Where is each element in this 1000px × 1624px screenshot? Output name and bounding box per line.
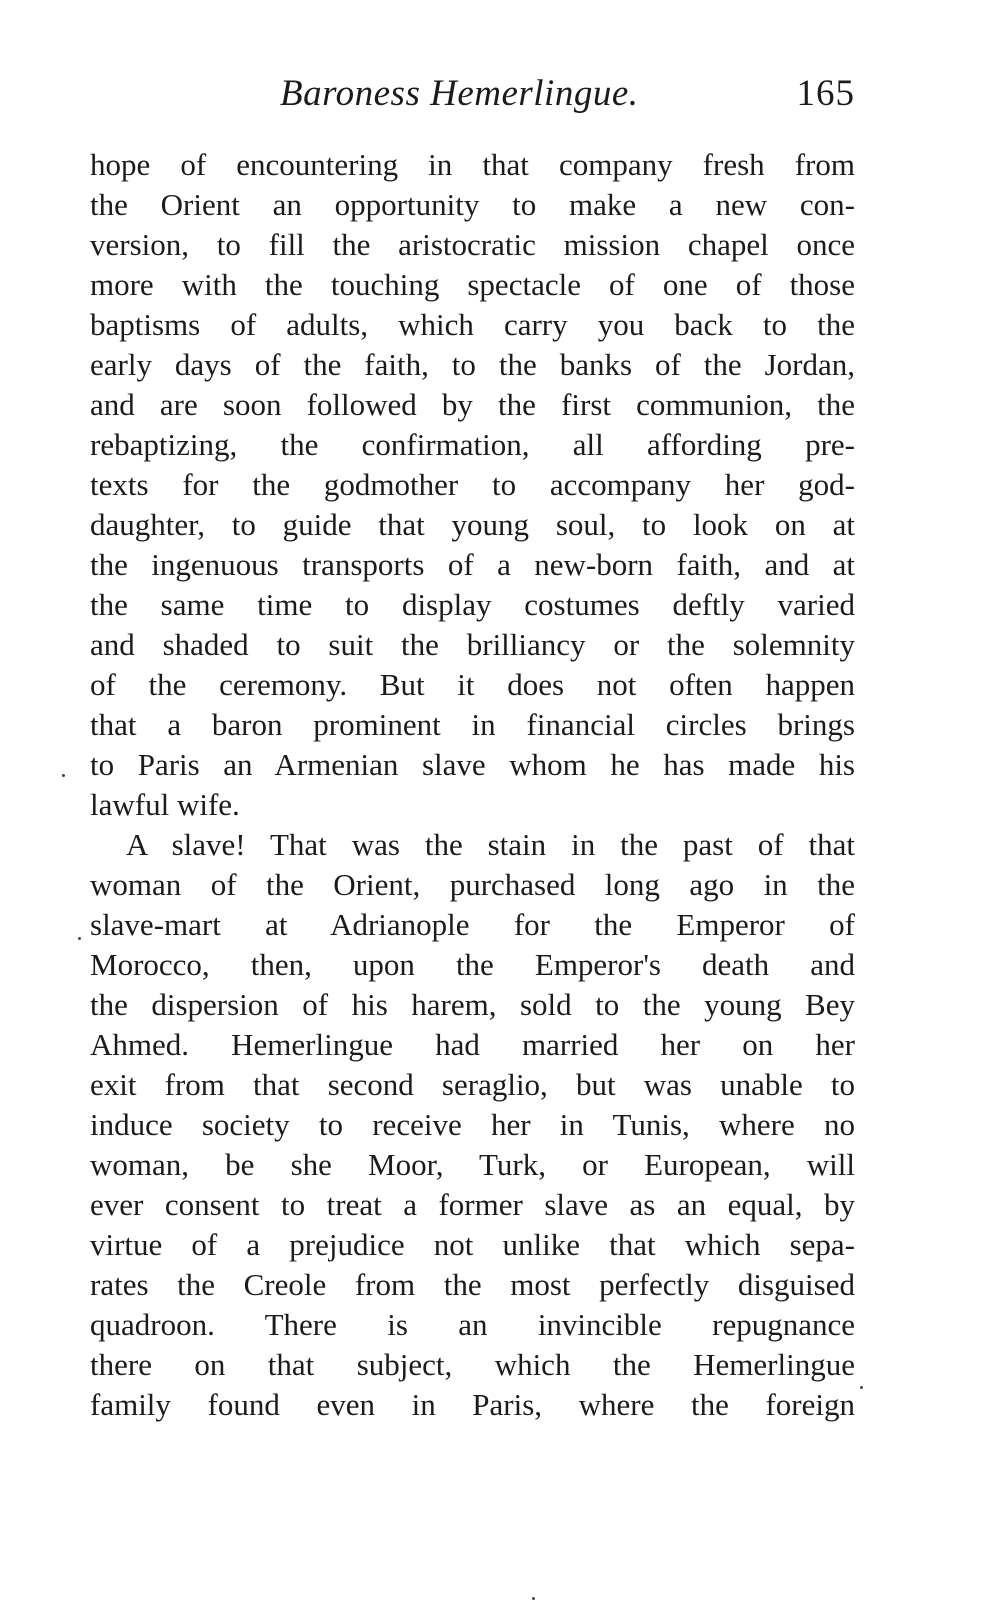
text-line: the Orient an opportunity to make a new con- xyxy=(90,187,855,222)
text-line: hope of encountering in that company fresh from xyxy=(90,147,855,182)
page-number: 165 xyxy=(796,73,855,114)
text-line: family found even in Paris, where the foreign xyxy=(90,1387,855,1422)
running-title: Baroness Hemerlingue. xyxy=(280,73,639,114)
text-line: Morocco, then, upon the Emperor's death and xyxy=(90,947,855,982)
paragraph-start-line: A slave! That was the stain in the past of that xyxy=(126,827,855,862)
print-speck xyxy=(860,1386,863,1389)
text-line: of the ceremony. But it does not often happen xyxy=(90,667,855,702)
text-line: more with the touching spectacle of one of those xyxy=(90,267,855,302)
text-line: there on that subject, which the Hemerlingue xyxy=(90,1347,855,1382)
text-line: and shaded to suit the brilliancy or the solemnity xyxy=(90,627,855,662)
text-line: to Paris an Armenian slave whom he has made his xyxy=(90,747,855,782)
text-line: rebaptizing, the confirmation, all affording pre- xyxy=(90,427,855,462)
body-text xyxy=(90,145,855,1425)
print-speck xyxy=(78,937,81,940)
text-line: quadroon. There is an invincible repugnance xyxy=(90,1307,855,1342)
text-line: version, to fill the aristocratic mission chapel once xyxy=(90,227,855,262)
text-line: the same time to display costumes deftly varied xyxy=(90,587,855,622)
text-line: induce society to receive her in Tunis, where no xyxy=(90,1107,855,1142)
text-line: and are soon followed by the first communion, the xyxy=(90,387,855,422)
text-line: slave-mart at Adrianople for the Emperor of xyxy=(90,907,855,942)
text-line: Ahmed. Hemerlingue had married her on her xyxy=(90,1027,855,1062)
print-speck xyxy=(532,1597,535,1600)
text-line: the dispersion of his harem, sold to the young Bey xyxy=(90,987,855,1022)
text-line: baptisms of adults, which carry you back to the xyxy=(90,307,855,342)
text-line: early days of the faith, to the banks of the Jordan, xyxy=(90,347,855,382)
text-line: texts for the godmother to accompany her god- xyxy=(90,467,855,502)
running-head xyxy=(90,72,855,122)
text-line: the ingenuous transports of a new-born faith, and at xyxy=(90,547,855,582)
text-line: woman of the Orient, purchased long ago in the xyxy=(90,867,855,902)
text-line: virtue of a prejudice not unlike that which sepa- xyxy=(90,1227,855,1262)
text-line: ever consent to treat a former slave as an equal, by xyxy=(90,1187,855,1222)
text-line: exit from that second seraglio, but was unable to xyxy=(90,1067,855,1102)
paragraph-end-line: lawful wife. xyxy=(90,787,240,822)
text-line: that a baron prominent in financial circles brings xyxy=(90,707,855,742)
print-speck xyxy=(62,774,65,777)
text-line: woman, be she Moor, Turk, or European, will xyxy=(90,1147,855,1182)
text-line: rates the Creole from the most perfectly disguised xyxy=(90,1267,855,1302)
text-line: daughter, to guide that young soul, to look on at xyxy=(90,507,855,542)
